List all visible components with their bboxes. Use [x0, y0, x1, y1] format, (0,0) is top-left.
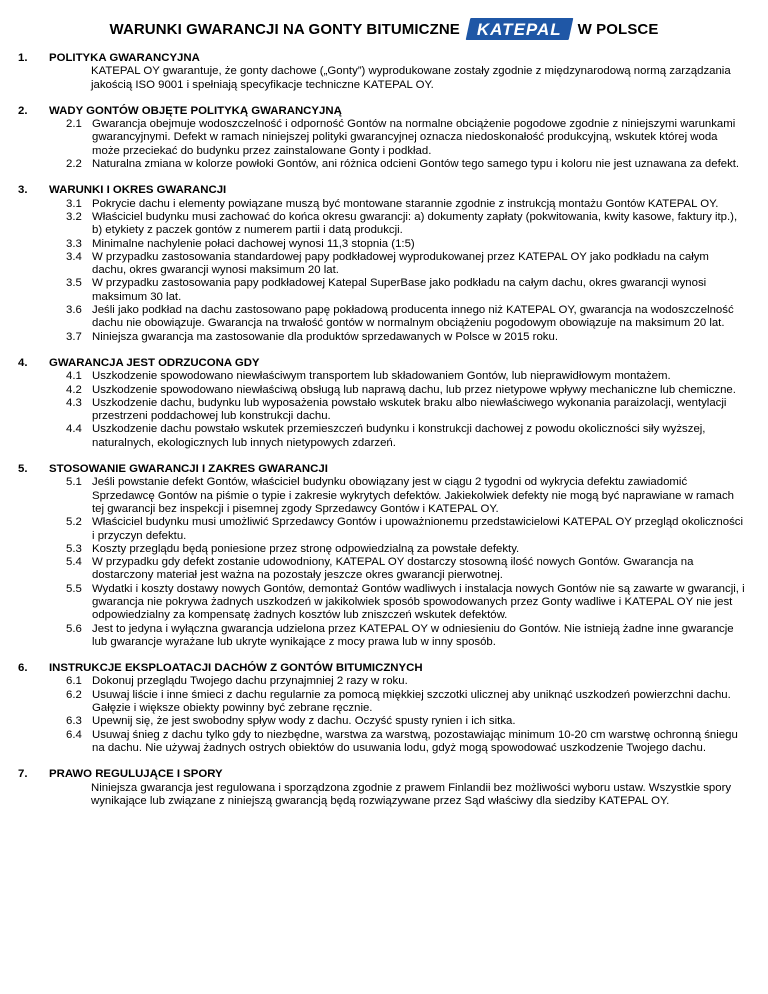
clause — [66, 542, 746, 556]
clause-number: 4.4 — [66, 423, 82, 436]
section-title: WADY GONTÓW OBJĘTE POLITYKĄ GWARANCYJNĄ — [49, 104, 342, 117]
clause-number: 5.5 — [66, 582, 82, 595]
clause-number: 3.7 — [66, 330, 82, 343]
section-number: 5. — [18, 463, 28, 476]
document-header — [0, 18, 768, 40]
section-title: GWARANCJA JEST ODRZUCONA GDY — [49, 356, 260, 369]
clause — [66, 688, 746, 716]
section-number: 3. — [18, 184, 28, 197]
section-number: 6. — [18, 662, 28, 675]
clause — [66, 715, 746, 728]
clause — [66, 237, 746, 251]
clause-text: Właściciel budynku musi zachować do końca okresu gwarancji: a) dokumenty zapłaty (pokwitowania, kwity kasowe, faktury itp.), b) etykiety z paczek gontów z numerem partii i datą produkcji. — [92, 210, 738, 237]
clause-number: 2.2 — [66, 158, 82, 171]
section-number: 1. — [18, 52, 28, 64]
clause — [66, 210, 746, 238]
section-4 — [12, 357, 746, 450]
clause-number: 6.3 — [66, 715, 82, 728]
clause-number: 5.3 — [66, 542, 82, 555]
clause-text: Jeśli jako podkład na dachu zastosowano papę pokładową producenta innego niż KATEPAL OY, gwarancja na wodoszczelność dachu nie obowiązuje. Gwarancja na trwałość gontów w normalnym obciążeniu pogodowym obowiązuje na maksimum 20 lat. — [92, 304, 734, 330]
section-number: 7. — [18, 768, 28, 781]
clause-text: Usuwaj śnieg z dachu tylko gdy to niezbędne, warstwa za warstwą, pozostawiając minimum 10-20 cm warstwę ochronną śniegu na dachu. Nie używaj żadnych ostrych obiektów do usuwania lodu, gdyż mogą spowodować uszkodzenie Twojego dachu. — [92, 728, 738, 754]
clause-number: 5.2 — [66, 516, 82, 529]
clause — [66, 383, 746, 397]
clause — [66, 516, 746, 543]
clause — [66, 396, 746, 424]
clause — [66, 728, 746, 756]
clause — [66, 476, 746, 516]
clause-number: 5.4 — [66, 556, 82, 569]
clause-number: 4.3 — [66, 396, 82, 409]
clause — [66, 250, 746, 278]
document-body — [12, 52, 746, 821]
clause-number: 3.4 — [66, 250, 82, 263]
clause-text: W przypadku gdy defekt zostanie udowodniony, KATEPAL OY dostarczy stosowną ilość nowych Gontów. Gwarancja na dostarczony materiał jest ważna na pozostały jeszcze okres gwarancji pierwotnej. — [92, 556, 694, 582]
clause-text: Dokonuj przeglądu Twojego dachu przynajmniej 2 razy w roku. — [92, 675, 408, 688]
section-6 — [12, 662, 746, 755]
logo-text: KATEPAL — [476, 20, 562, 39]
clause — [66, 370, 746, 383]
section-title: INSTRUKCJE EKSPLOATACJI DACHÓW Z GONTÓW BITUMICZNYCH — [49, 662, 423, 675]
clause-text: Właściciel budynku musi umożliwić Sprzedawcy Gontów i upoważnionemu przedstawicielowi KATEPAL OY przegląd okoliczności i przyczyn defektu. — [92, 516, 744, 542]
clause-text: Upewnij się, że jest swobodny spływ wody z dachu. Oczyść spusty rynien i ich sitka. — [92, 715, 516, 728]
clause-number: 3.1 — [66, 197, 82, 210]
title-left: WARUNKI GWARANCJI NA GONTY BITUMICZNE — [109, 20, 460, 38]
section-title: STOSOWANIE GWARANCJI I ZAKRES GWARANCJI — [49, 463, 328, 476]
clause-text: Uszkodzenie spowodowano niewłaściwym transportem lub składowaniem Gontów, lub nieprawidłowym montażem. — [92, 370, 671, 383]
section-2 — [12, 105, 746, 171]
section-paragraph: Niniejsza gwarancja jest regulowana i sporządzona zgodnie z prawem Finlandii bez możliwości wyboru ustaw. Wszystkie spory wynikające lub związane z niniejszą gwarancją będą rozwiązywane przez Sąd właściwy dla siedziby KATEPAL OY. — [91, 781, 732, 807]
clause — [66, 197, 746, 211]
clause — [66, 556, 746, 583]
clause-text: Uszkodzenie dachu powstało wskutek przemieszczeń budynku i konstrukcji dachowej z powodu okoliczności siły wyższej, naturalnych, ekologicznych lub innych nietypowych zdarzeń. — [92, 423, 706, 449]
section-3 — [12, 184, 746, 344]
clause-number: 3.6 — [66, 304, 82, 317]
section-7 — [12, 768, 746, 808]
clause-text: Uszkodzenie spowodowano niewłaściwą obsługą lub naprawą dachu, lub przez nietypowe wpływy mechaniczne lub chemiczne. — [92, 383, 736, 396]
clause-number: 5.6 — [66, 622, 82, 635]
clause — [66, 277, 746, 304]
clause-text: Jeśli powstanie defekt Gontów, właściciel budynku obowiązany jest w ciągu 2 tygodni od wykrycia defektu zawiadomić Sprzedawcę Gontów na piśmie o typie i zakresie wykrytych defektów. Jakiekolwiek defekty nie mogą być naprawiane w ramach tej gwarancji bez inspekcji i pisemnej zgody Sprzedawcy Gontów i KATEPAL OY. — [92, 476, 734, 515]
clause-number: 3.2 — [66, 210, 82, 223]
clause-number: 6.2 — [66, 688, 82, 701]
clause-text: Niniejsza gwarancja ma zastosowanie dla produktów sprzedawanych w Polsce w 2015 roku. — [92, 330, 558, 343]
section-title: POLITYKA GWARANCYJNA — [49, 52, 200, 64]
clause-text: Gwarancja obejmuje wodoszczelność i odporność Gontów na normalne obciążenie pogodowe zgodnie z niniejszymi warunkami gwarancyjnymi. Defekt w ramach niniejszej polityki gwarancyjnej oznacza niedoskonałość produkcyjną, wskutek której woda może przeciekać do budynku przez zainstalowane Gonty i podkład. — [92, 118, 736, 157]
clause — [66, 622, 746, 650]
clause-text: Minimalne nachylenie połaci dachowej wynosi 11,3 stopnia (1:5) — [92, 237, 415, 250]
clause — [66, 158, 746, 171]
section-number: 2. — [18, 104, 28, 117]
clause-text: W przypadku zastosowania papy podkładowej Katepal SuperBase jako podkładu na całym dachu, okres gwarancji wynosi maksimum 30 lat. — [92, 277, 707, 303]
section-1 — [12, 52, 746, 92]
katepal-logo — [466, 18, 573, 40]
clause-number: 5.1 — [66, 476, 82, 489]
clause — [66, 423, 746, 450]
clause-text: Usuwaj liście i inne śmieci z dachu regularnie za pomocą miękkiej szczotki ulicznej aby uniknąć uszkodzeń powierzchni dachu. Gałęzie i większe obiekty powinny być zebrane ręcznie. — [92, 688, 731, 715]
clause — [66, 582, 746, 623]
clause-text: Pokrycie dachu i elementy powiązane muszą być montowane starannie zgodnie z instrukcją montażu Gontów KATEPAL OY. — [92, 197, 719, 210]
clause-number: 4.2 — [66, 383, 82, 396]
clause-text: Naturalna zmiana w kolorze powłoki Gontów, ani różnica odcieni Gontów tego samego typu i koloru nie jest uznawana za defekt. — [92, 158, 740, 171]
section-title: WARUNKI I OKRES GWARANCJI — [49, 184, 227, 197]
clause — [66, 675, 746, 688]
section-paragraph: KATEPAL OY gwarantuje, że gonty dachowe („Gonty”) wyprodukowane zostały zgodnie z międzynarodową normą zarządzania jakością ISO 9001 i spełniają specyfikacje techniczne KATEPAL OY. — [91, 65, 731, 91]
clause-number: 2.1 — [66, 118, 82, 131]
clause-number: 4.1 — [66, 370, 82, 383]
clause-number: 6.4 — [66, 728, 82, 741]
clause — [66, 330, 746, 344]
clause — [66, 304, 746, 331]
clause-number: 6.1 — [66, 675, 82, 688]
section-5 — [12, 463, 746, 649]
clause-text: Uszkodzenie dachu, budynku lub wyposażenia powstało wskutek braku albo niewłaściwego wykonania paraizolacji, wentylacji przestrzeni poddachowej lub konstrukcji dachu. — [92, 396, 727, 423]
section-title: PRAWO REGULUJĄCE I SPORY — [49, 768, 223, 781]
clause-text: Wydatki i koszty dostawy nowych Gontów, demontaż Gontów wadliwych i instalacja nowych Gontów nie są zawarte w gwarancji, i gwarancja nie pokrywa żadnych uszkodzeń w jakikolwiek sposób spowodowanych przez Gonty wadliwe i KATEPAL OY nie jest odpowiedzialny za kompensatę żadnych kosztów lub zniszczeń wskutek defektów. — [92, 582, 745, 622]
clause-text: W przypadku zastosowania standardowej papy podkładowej wyprodukowanej przez KATEPAL OY jako podkładu na całym dachu, okres gwarancji wynosi maksimum 20 lat. — [92, 250, 709, 277]
clause — [66, 118, 746, 158]
clause-number: 3.5 — [66, 277, 82, 290]
clause-text: Jest to jedyna i wyłączna gwarancja udzielona przez KATEPAL OY w odniesieniu do Gontów. Nie istnieją żadne inne gwarancje lub gwarancje wyrażane lub ukryte wynikające z mocy prawa lub w inny sposób. — [92, 622, 734, 648]
clause-number: 3.3 — [66, 237, 82, 250]
clause-text: Koszty przeglądu będą poniesione przez stronę odpowiedzialną za powstałe defekty. — [92, 542, 520, 555]
title-right: W POLSCE — [577, 20, 659, 38]
section-number: 4. — [18, 356, 28, 369]
